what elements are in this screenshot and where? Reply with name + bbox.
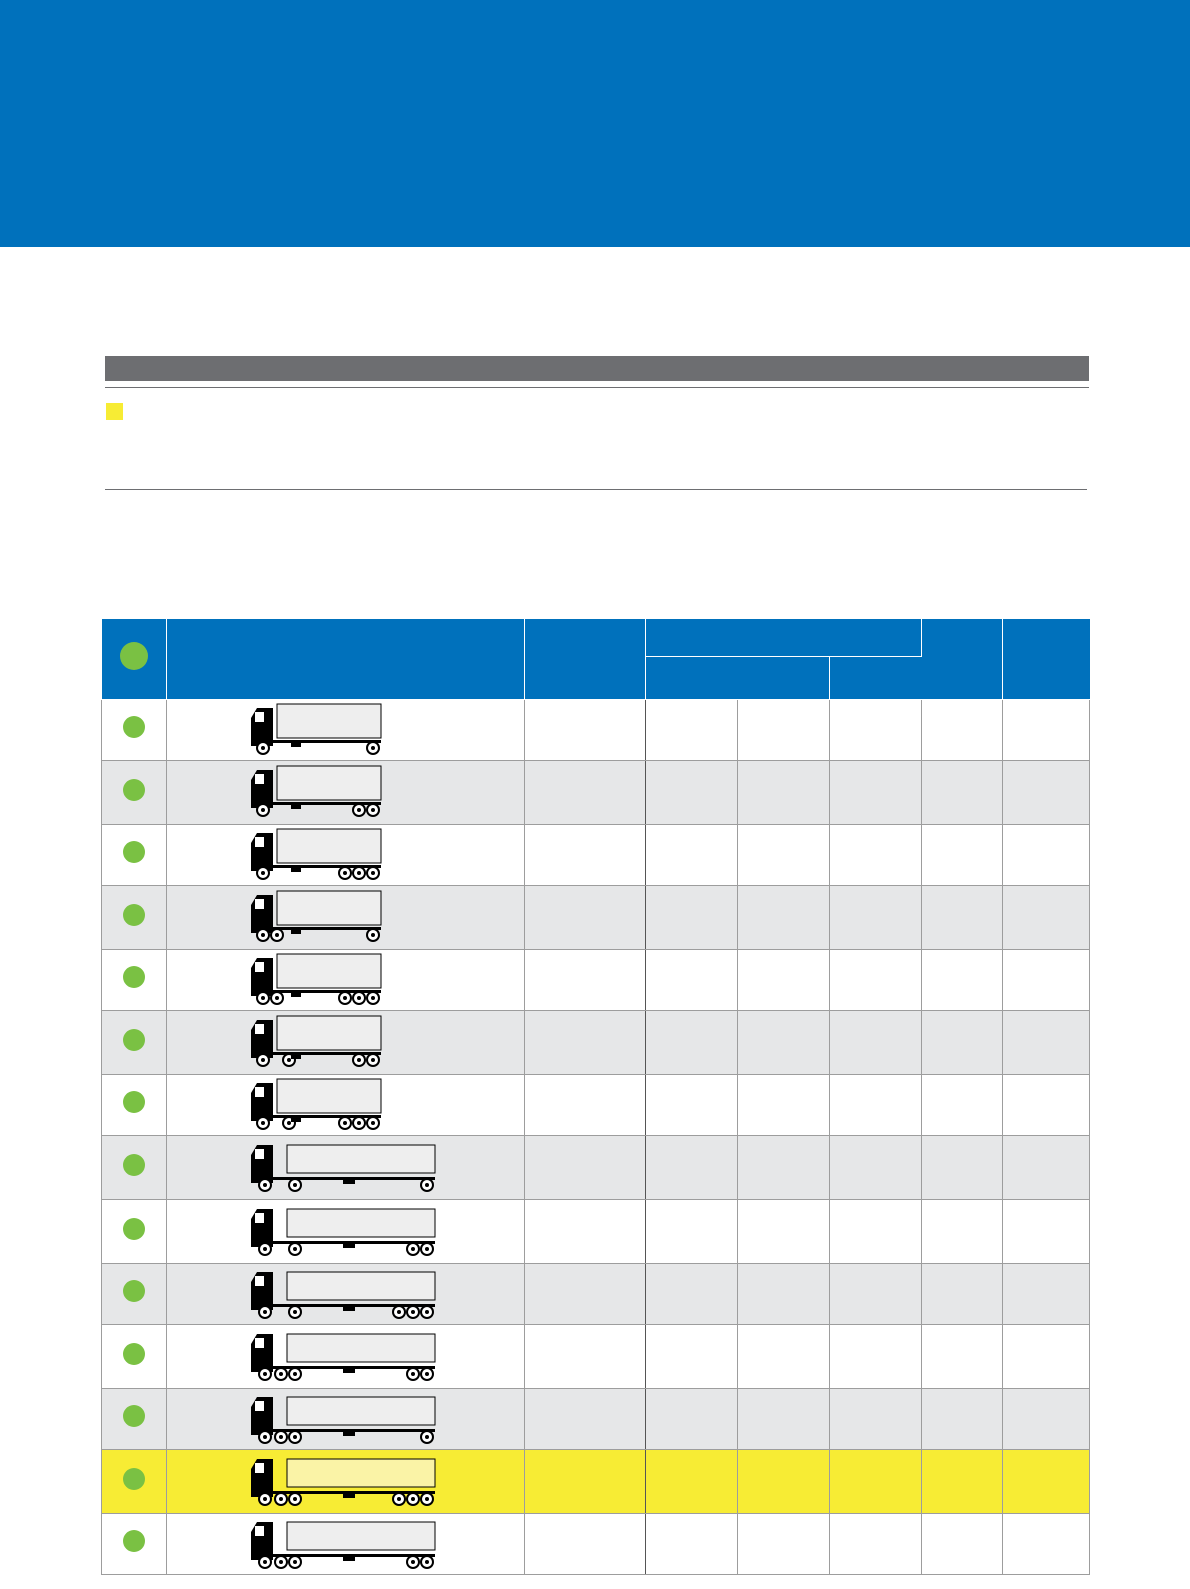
value-cell [525, 824, 646, 885]
table-row [102, 1388, 1090, 1449]
value-cell [738, 1513, 830, 1574]
value-cell [738, 949, 830, 1010]
row-marker-cell [102, 1324, 167, 1388]
value-cell [525, 1135, 646, 1199]
value-cell [830, 1513, 922, 1574]
value-cell [525, 1324, 646, 1388]
header-col-8 [1003, 619, 1090, 699]
value-cell [922, 824, 1003, 885]
row-marker-cell [102, 949, 167, 1010]
vehicle-cell [167, 1263, 525, 1324]
table-row [102, 1135, 1090, 1199]
value-cell [830, 1074, 922, 1135]
vehicle-cell [167, 760, 525, 824]
row-marker-cell [102, 824, 167, 885]
value-cell [646, 1388, 738, 1449]
table-row [102, 760, 1090, 824]
value-cell [525, 1388, 646, 1449]
row-marker-cell [102, 1388, 167, 1449]
truck-silhouette-icon [251, 827, 451, 883]
value-cell [738, 760, 830, 824]
value-cell [525, 949, 646, 1010]
value-cell [738, 1263, 830, 1324]
value-cell [1003, 1513, 1090, 1574]
value-cell [646, 1135, 738, 1199]
row-marker-cell [102, 1513, 167, 1574]
value-cell [922, 760, 1003, 824]
value-cell [525, 1074, 646, 1135]
value-cell [646, 699, 738, 760]
value-cell [922, 699, 1003, 760]
value-cell [830, 1010, 922, 1074]
value-cell [830, 1199, 922, 1263]
green-circle-icon [123, 1029, 145, 1051]
value-cell [646, 885, 738, 949]
value-cell [646, 1199, 738, 1263]
row-marker-cell [102, 699, 167, 760]
value-cell [738, 699, 830, 760]
value-cell [1003, 1074, 1090, 1135]
legend-highlight-swatch [106, 403, 123, 420]
green-circle-icon [123, 1218, 145, 1240]
row-marker-cell [102, 1135, 167, 1199]
table-row [102, 1263, 1090, 1324]
divider-bottom [105, 489, 1087, 490]
table-header-row-1 [102, 619, 1090, 656]
row-marker-cell [102, 1263, 167, 1324]
value-cell [525, 699, 646, 760]
vehicle-cell [167, 949, 525, 1010]
vehicle-cell [167, 1449, 525, 1513]
vehicle-cell [167, 1513, 525, 1574]
value-cell [738, 1074, 830, 1135]
top-banner [0, 0, 1190, 247]
green-circle-icon [123, 1530, 145, 1552]
value-cell [1003, 824, 1090, 885]
value-cell [646, 760, 738, 824]
value-cell [830, 1324, 922, 1388]
truck-silhouette-icon [251, 1014, 451, 1070]
value-cell [830, 949, 922, 1010]
value-cell [646, 824, 738, 885]
value-cell [738, 1135, 830, 1199]
header-marker-cell [102, 619, 167, 699]
vehicle-table [101, 619, 1090, 1575]
truck-silhouette-icon [251, 1328, 451, 1384]
truck-silhouette-icon [251, 1391, 451, 1447]
value-cell [922, 1263, 1003, 1324]
value-cell [738, 1449, 830, 1513]
green-circle-icon [123, 1091, 145, 1113]
table-row [102, 1199, 1090, 1263]
value-cell [738, 1388, 830, 1449]
value-cell [922, 949, 1003, 1010]
value-cell [646, 1010, 738, 1074]
vehicle-cell [167, 1199, 525, 1263]
value-cell [1003, 1263, 1090, 1324]
vehicle-cell [167, 1074, 525, 1135]
section-header-bar [105, 356, 1089, 381]
green-circle-icon [123, 1405, 145, 1427]
vehicle-cell [167, 699, 525, 760]
value-cell [830, 824, 922, 885]
row-marker-cell [102, 1449, 167, 1513]
value-cell [525, 1263, 646, 1324]
value-cell [525, 760, 646, 824]
value-cell [525, 1010, 646, 1074]
green-circle-icon [123, 1343, 145, 1365]
row-marker-cell [102, 1010, 167, 1074]
value-cell [922, 885, 1003, 949]
value-cell [525, 885, 646, 949]
value-cell [525, 1513, 646, 1574]
value-cell [738, 1010, 830, 1074]
vehicle-cell [167, 1135, 525, 1199]
value-cell [830, 699, 922, 760]
truck-silhouette-icon [251, 889, 451, 945]
value-cell [738, 1324, 830, 1388]
value-cell [738, 824, 830, 885]
table-row [102, 699, 1090, 760]
value-cell [1003, 699, 1090, 760]
value-cell [922, 1199, 1003, 1263]
value-cell [525, 1199, 646, 1263]
value-cell [830, 1135, 922, 1199]
vehicle-cell [167, 824, 525, 885]
value-cell [922, 1074, 1003, 1135]
value-cell [646, 1324, 738, 1388]
truck-silhouette-icon [251, 1453, 451, 1509]
value-cell [1003, 1010, 1090, 1074]
truck-silhouette-icon [251, 1516, 451, 1572]
value-cell [922, 1010, 1003, 1074]
header-group [646, 619, 922, 656]
header-col-7 [922, 619, 1003, 699]
row-marker-cell [102, 885, 167, 949]
value-cell [738, 1199, 830, 1263]
value-cell [646, 949, 738, 1010]
green-circle-icon [123, 966, 145, 988]
header-col-3 [525, 619, 646, 699]
value-cell [646, 1449, 738, 1513]
value-cell [830, 760, 922, 824]
header-subgroup-a [646, 656, 830, 699]
table-row [102, 885, 1090, 949]
value-cell [830, 1449, 922, 1513]
vehicle-cell [167, 1010, 525, 1074]
row-marker-cell [102, 760, 167, 824]
value-cell [1003, 1135, 1090, 1199]
value-cell [646, 1263, 738, 1324]
value-cell [646, 1074, 738, 1135]
value-cell [830, 1388, 922, 1449]
table-row [102, 1324, 1090, 1388]
truck-silhouette-icon [251, 1139, 451, 1195]
value-cell [1003, 1324, 1090, 1388]
value-cell [525, 1449, 646, 1513]
value-cell [922, 1388, 1003, 1449]
header-vehicle [167, 619, 525, 699]
value-cell [830, 1263, 922, 1324]
table-row [102, 1010, 1090, 1074]
value-cell [922, 1513, 1003, 1574]
truck-silhouette-icon [251, 952, 451, 1008]
table-row [102, 949, 1090, 1010]
green-circle-icon [123, 716, 145, 738]
green-circle-icon [123, 1280, 145, 1302]
divider-top [105, 387, 1089, 388]
value-cell [922, 1135, 1003, 1199]
value-cell [922, 1324, 1003, 1388]
vehicle-cell [167, 885, 525, 949]
value-cell [1003, 949, 1090, 1010]
vehicle-cell [167, 1388, 525, 1449]
value-cell [1003, 885, 1090, 949]
row-marker-cell [102, 1199, 167, 1263]
truck-silhouette-icon [251, 764, 451, 820]
value-cell [922, 1449, 1003, 1513]
value-cell [646, 1513, 738, 1574]
value-cell [738, 885, 830, 949]
truck-silhouette-icon [251, 1203, 451, 1259]
value-cell [1003, 1199, 1090, 1263]
value-cell [1003, 1388, 1090, 1449]
green-circle-icon [123, 779, 145, 801]
value-cell [830, 885, 922, 949]
truck-silhouette-icon [251, 1077, 451, 1133]
vehicle-cell [167, 1324, 525, 1388]
value-cell [1003, 1449, 1090, 1513]
green-circle-icon [123, 841, 145, 863]
table-row [102, 1449, 1090, 1513]
table-row [102, 1074, 1090, 1135]
header-subgroup-b [830, 656, 922, 699]
table-row [102, 1513, 1090, 1574]
green-circle-icon [123, 904, 145, 926]
green-circle-icon [120, 642, 148, 670]
truck-silhouette-icon [251, 1266, 451, 1322]
truck-silhouette-icon [251, 702, 451, 758]
table-row [102, 824, 1090, 885]
green-circle-icon [123, 1468, 145, 1490]
value-cell [1003, 760, 1090, 824]
green-circle-icon [123, 1154, 145, 1176]
row-marker-cell [102, 1074, 167, 1135]
